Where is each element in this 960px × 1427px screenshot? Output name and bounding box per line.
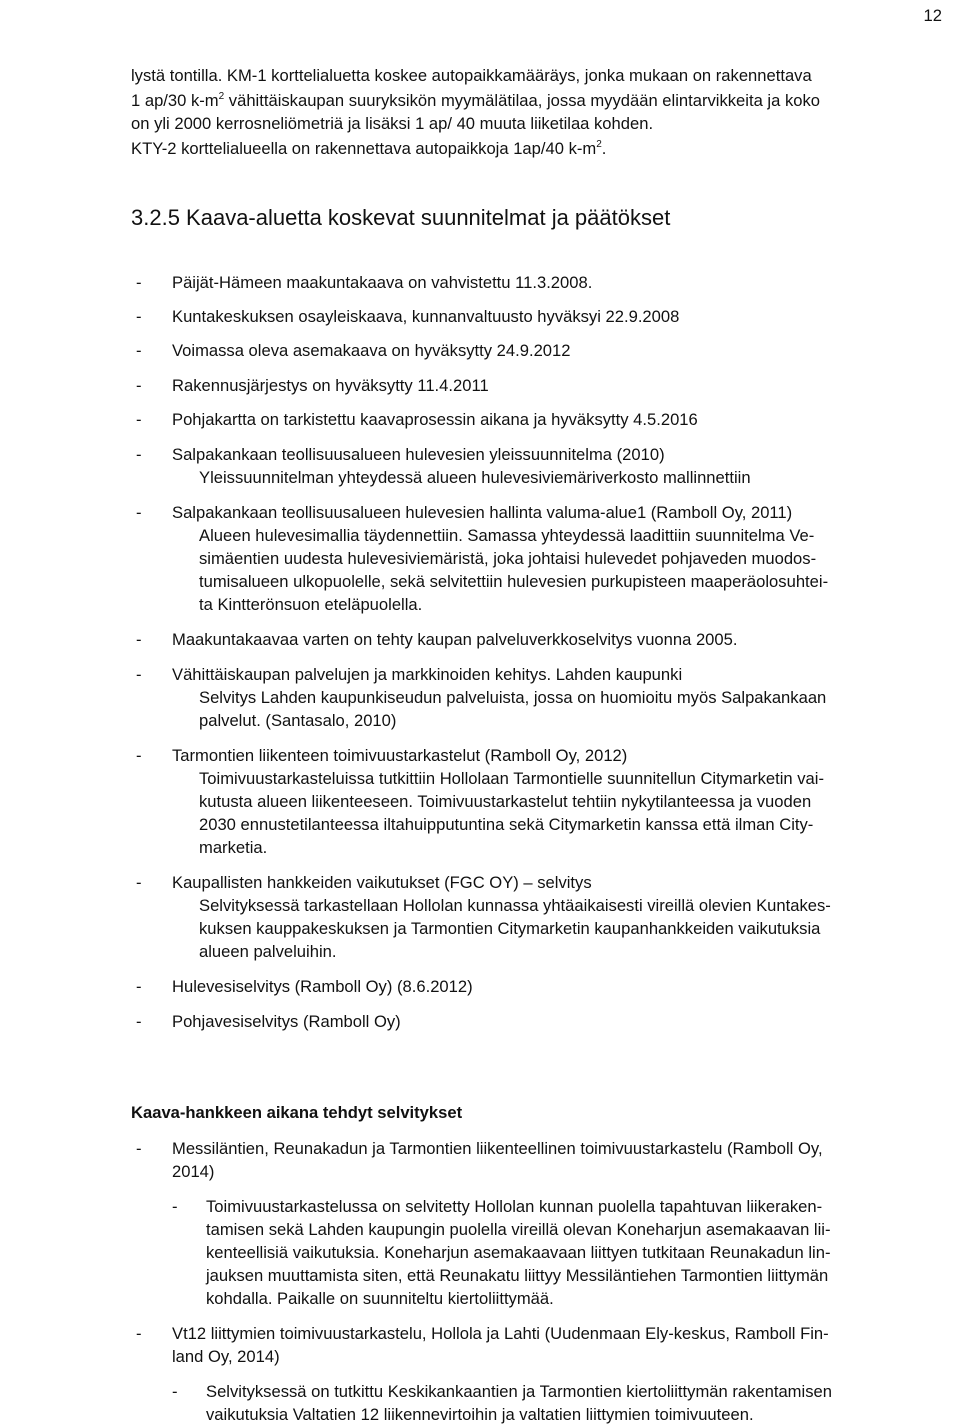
intro-line: 1 ap/30 $k-m^2$ vähittäiskaupan suuryksikön myymälätilaa, jossa myydään elintarvikkeita ja koko: [131, 91, 820, 110]
study-text: kenteellisiä vaikutuksia. Koneharjun asemakaavaan liittyen tutkitaan Reunakadun lin-: [206, 1243, 831, 1262]
list-item-title: Vähittäiskaupan palvelujen ja markkinoiden kehitys. Lahden kaupunki: [172, 665, 683, 684]
study-title: Messiläntien, Reunakadun ja Tarmontien liikenteellinen toimivuustarkastelu (Ramboll Oy,: [172, 1139, 823, 1158]
list-bullet: -: [136, 1012, 142, 1031]
list-item-text: Yleissuunnitelman yhteydessä alueen hulevesiviemäriverkosto mallinnettiin: [199, 468, 751, 487]
list-item-text: Selvityksessä tarkastellaan Hollolan kunnassa yhtäaikaisesti vireillä olevien Kuntakes-: [199, 896, 831, 915]
list-item-text: Selvitys Lahden kaupunkiseudun palveluista, jossa on huomioitu myös Salpakankaan: [199, 688, 827, 707]
study-title: Vt12 liittymien toimivuustarkastelu, Hollola ja Lahti (Uudenmaan Ely-keskus, Ramboll Fin-: [172, 1324, 829, 1343]
list-bullet: -: [136, 445, 142, 464]
list-item-text: alueen palveluihin.: [199, 942, 337, 961]
list-bullet: -: [136, 410, 142, 429]
list-item-title: Salpakankaan teollisuusalueen hulevesien hallinta valuma-alue1 (Ramboll Oy, 2011): [172, 503, 793, 522]
intro-line: on yli 2000 kerrosneliömetriä ja lisäksi 1 ap/ 40 muuta liiketilaa kohden.: [131, 114, 654, 133]
page-number: 12: [923, 6, 942, 25]
list-bullet: -: [136, 873, 142, 892]
study-text: Toimivuustarkastelussa on selvitetty Hollolan kunnan puolella tapahtuvan liikeraken-: [206, 1197, 823, 1216]
list-item-text: kutusta alueen liikenteeseen. Toimivuustarkastelut tehtiin nykytilanteessa ja vuoden: [199, 792, 812, 811]
list-bullet: -: [136, 630, 142, 649]
list-bullet: -: [136, 746, 142, 765]
study-text: tamisen sekä Lahden kaupungin puolella vireillä olevan Koneharjun asemakaavan lii-: [206, 1220, 831, 1239]
study-text: kohdalla. Paikalle on suunniteltu kiertoliittymää.: [206, 1289, 554, 1308]
list-bullet: -: [136, 1139, 142, 1158]
list-item: Päijät-Hämeen maakuntakaava on vahvistettu 11.3.2008.: [172, 273, 593, 292]
list-bullet: -: [136, 1324, 142, 1343]
studies-heading: Kaava-hankkeen aikana tehdyt selvitykset: [131, 1103, 463, 1122]
list-bullet: -: [136, 376, 142, 395]
list-item-text: ta Kintterönsuon eteläpuolella.: [199, 595, 423, 614]
list-item: Kuntakeskuksen osayleiskaava, kunnanvaltuusto hyväksyi 22.9.2008: [172, 307, 680, 326]
intro-line: lystä tontilla. KM-1 korttelialuetta koskee autopaikkamääräys, jonka mukaan on rakennettava: [131, 66, 812, 85]
sub-bullet: -: [172, 1382, 178, 1401]
list-item: Rakennusjärjestys on hyväksytty 11.4.2011: [172, 376, 489, 395]
study-title: land Oy, 2014): [172, 1347, 280, 1366]
list-bullet: -: [136, 273, 142, 292]
intro-line: KTY-2 korttelialueella on rakennettava autopaikkoja 1ap/40 $k-m^2$.: [131, 139, 607, 158]
list-item-text: simäentien uudesta hulevesiviemäristä, joka johtaisi hulevedet pohjaveden muodos-: [199, 549, 817, 568]
study-title: 2014): [172, 1162, 215, 1181]
sub-bullet: -: [172, 1197, 178, 1216]
study-text: jauksen muuttamista siten, että Reunakatu liittyy Messiläntiehen Tarmontien liittymän: [206, 1266, 829, 1285]
list-item-text: 2030 ennustetilanteessa iltahuipputuntina sekä Citymarketin kanssa että ilman City-: [199, 815, 814, 834]
list-item-title: Kaupallisten hankkeiden vaikutukset (FGC OY) – selvitys: [172, 873, 592, 892]
list-item-text: Alueen hulevesimallia täydennettiin. Samassa yhteydessä laadittiin suunnitelma Ve-: [199, 526, 815, 545]
list-bullet: -: [136, 665, 142, 684]
study-text: Selvityksessä on tutkittu Keskikankaantien ja Tarmontien kiertoliittymän rakentamisen: [206, 1382, 832, 1401]
list-item-title: Salpakankaan teollisuusalueen hulevesien yleissuunnitelma (2010): [172, 445, 665, 464]
list-item: Pohjavesiselvitys (Ramboll Oy): [172, 1012, 401, 1031]
list-item: Hulevesiselvitys (Ramboll Oy) (8.6.2012): [172, 977, 473, 996]
list-bullet: -: [136, 503, 142, 522]
study-text: vaikutuksia Valtatien 12 liikennevirtoihin ja valtatien liittymien toimivuuteen.: [206, 1405, 754, 1424]
list-item: Maakuntakaavaa varten on tehty kaupan palveluverkkoselvitys vuonna 2005.: [172, 630, 738, 649]
list-bullet: -: [136, 341, 142, 360]
list-item-text: tumisalueen ulkopuolelle, sekä selvitettiin hulevesien purkupisteen maaperäolosuhtei-: [199, 572, 829, 591]
list-item-text: kuksen kauppakeskuksen ja Tarmontien Citymarketin kaupanhankkeiden vaikutuksia: [199, 919, 821, 938]
list-item-text: palvelut. (Santasalo, 2010): [199, 711, 397, 730]
list-item-text: Toimivuustarkasteluissa tutkittiin Hollolaan Tarmontielle suunnitellun Citymarketin vai-: [199, 769, 824, 788]
list-bullet: -: [136, 977, 142, 996]
list-item: Voimassa oleva asemakaava on hyväksytty 24.9.2012: [172, 341, 571, 360]
list-item-title: Tarmontien liikenteen toimivuustarkastelut (Ramboll Oy, 2012): [172, 746, 628, 765]
list-item: Pohjakartta on tarkistettu kaavaprosessin aikana ja hyväksytty 4.5.2016: [172, 410, 698, 429]
list-item-text: marketia.: [199, 838, 268, 857]
section-heading: 3.2.5 Kaava-aluetta koskevat suunnitelmat ja päätökset: [131, 205, 671, 230]
list-bullet: -: [136, 307, 142, 326]
